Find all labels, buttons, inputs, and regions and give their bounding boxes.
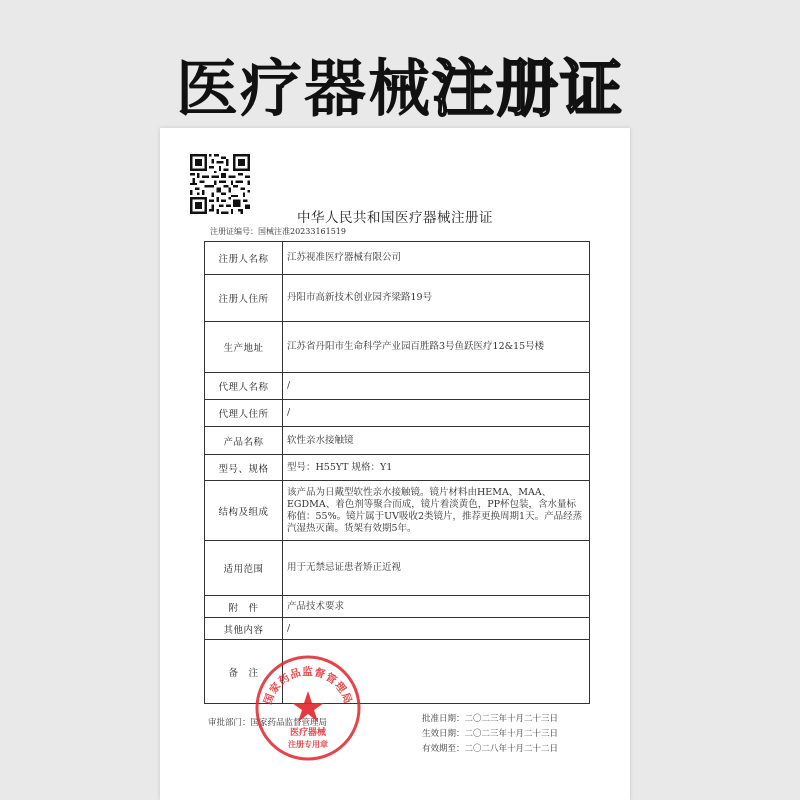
table-row xyxy=(205,618,590,640)
table-row xyxy=(205,275,590,322)
row-value: / xyxy=(283,618,590,640)
row-value: / xyxy=(283,373,590,400)
row-value: 软性亲水接触镜 xyxy=(283,427,590,455)
row-label: 其他内容 xyxy=(205,618,283,640)
qr-code-icon[interactable] xyxy=(190,154,250,214)
row-label: 代理人住所 xyxy=(205,400,283,427)
banner-title-solid: 医疗器械 xyxy=(175,52,432,125)
table-row xyxy=(205,481,590,541)
seal-line-2: 注册专用章 xyxy=(288,740,328,749)
certificate-document xyxy=(160,128,630,800)
star-icon xyxy=(292,691,324,722)
row-value: 江苏视准医疗器械有限公司 xyxy=(283,242,590,275)
seal-line-1: 医疗器械 xyxy=(289,728,327,738)
expiry-date-label: 有效期至： xyxy=(422,744,465,754)
row-value: 丹阳市高新技术创业园齐梁路19号 xyxy=(283,275,590,322)
approve-date-label: 批准日期： xyxy=(422,714,465,724)
effective-date-line xyxy=(422,727,558,742)
registration-number-value: 国械注准20233161519 xyxy=(258,227,346,236)
table-row xyxy=(205,322,590,373)
effective-date-label: 生效日期： xyxy=(422,729,465,739)
row-label: 代理人名称 xyxy=(205,373,283,400)
row-label: 注册人住所 xyxy=(205,275,283,322)
approve-date-line xyxy=(422,712,558,727)
certificate-title: 中华人民共和国医疗器械注册证 xyxy=(297,210,493,226)
registration-number-label: 注册证编号： xyxy=(210,227,258,236)
row-value: 用于无禁忌证患者矫正近视 xyxy=(283,541,590,596)
effective-date-value: 二〇二三年十月二十三日 xyxy=(464,729,559,739)
expiry-date-line xyxy=(422,742,558,757)
certificate-table xyxy=(204,241,590,707)
row-label: 附 件 xyxy=(205,596,283,618)
row-value: / xyxy=(283,400,590,427)
row-label: 适用范围 xyxy=(205,541,283,596)
table-row xyxy=(205,596,590,618)
row-value: 产品技术要求 xyxy=(283,596,590,618)
seal-ring-text: 国家药品监督管理局 xyxy=(261,666,355,707)
table-row xyxy=(205,242,590,275)
registration-number xyxy=(210,226,346,237)
official-seal-stamp xyxy=(250,653,363,763)
row-label: 结构及组成 xyxy=(205,481,283,541)
row-label: 型号、规格 xyxy=(205,455,283,481)
row-value: 该产品为日戴型软性亲水接触镜。镜片材料由HEMA、MAA、EGDMA、着色剂等聚合而成，镜片着淡黄色，PP杯包装，含水量标称值：55%。镜片属于UV吸收2类镜片，推荐更换周期1天。产品经蒸汽湿热灭菌。货架有效期5年。 xyxy=(283,481,590,541)
expiry-date-value: 二〇二八年十月二十二日 xyxy=(464,744,559,754)
row-label: 备 注 xyxy=(205,640,283,704)
table-row xyxy=(205,455,590,481)
row-label: 注册人名称 xyxy=(205,242,283,275)
row-label: 生产地址 xyxy=(205,322,283,373)
table-row xyxy=(205,373,590,400)
approve-date-value: 二〇二三年十月二十三日 xyxy=(464,714,559,724)
row-label: 产品名称 xyxy=(205,427,283,455)
date-block xyxy=(422,712,558,757)
row-value: 型号：H55YT 规格：Y1 xyxy=(283,455,590,481)
table-row xyxy=(205,541,590,596)
page-banner xyxy=(0,44,800,134)
approval-label: 审批部门： xyxy=(208,718,251,728)
row-value: 江苏省丹阳市生命科学产业园百胜路3号鱼跃医疗12&15号楼 xyxy=(283,322,590,373)
approval-dept-value: 国家药品监督管理局 xyxy=(250,718,328,728)
table-row xyxy=(205,400,590,427)
banner-title-outline: 注册证 xyxy=(432,52,625,125)
table-row xyxy=(205,427,590,455)
